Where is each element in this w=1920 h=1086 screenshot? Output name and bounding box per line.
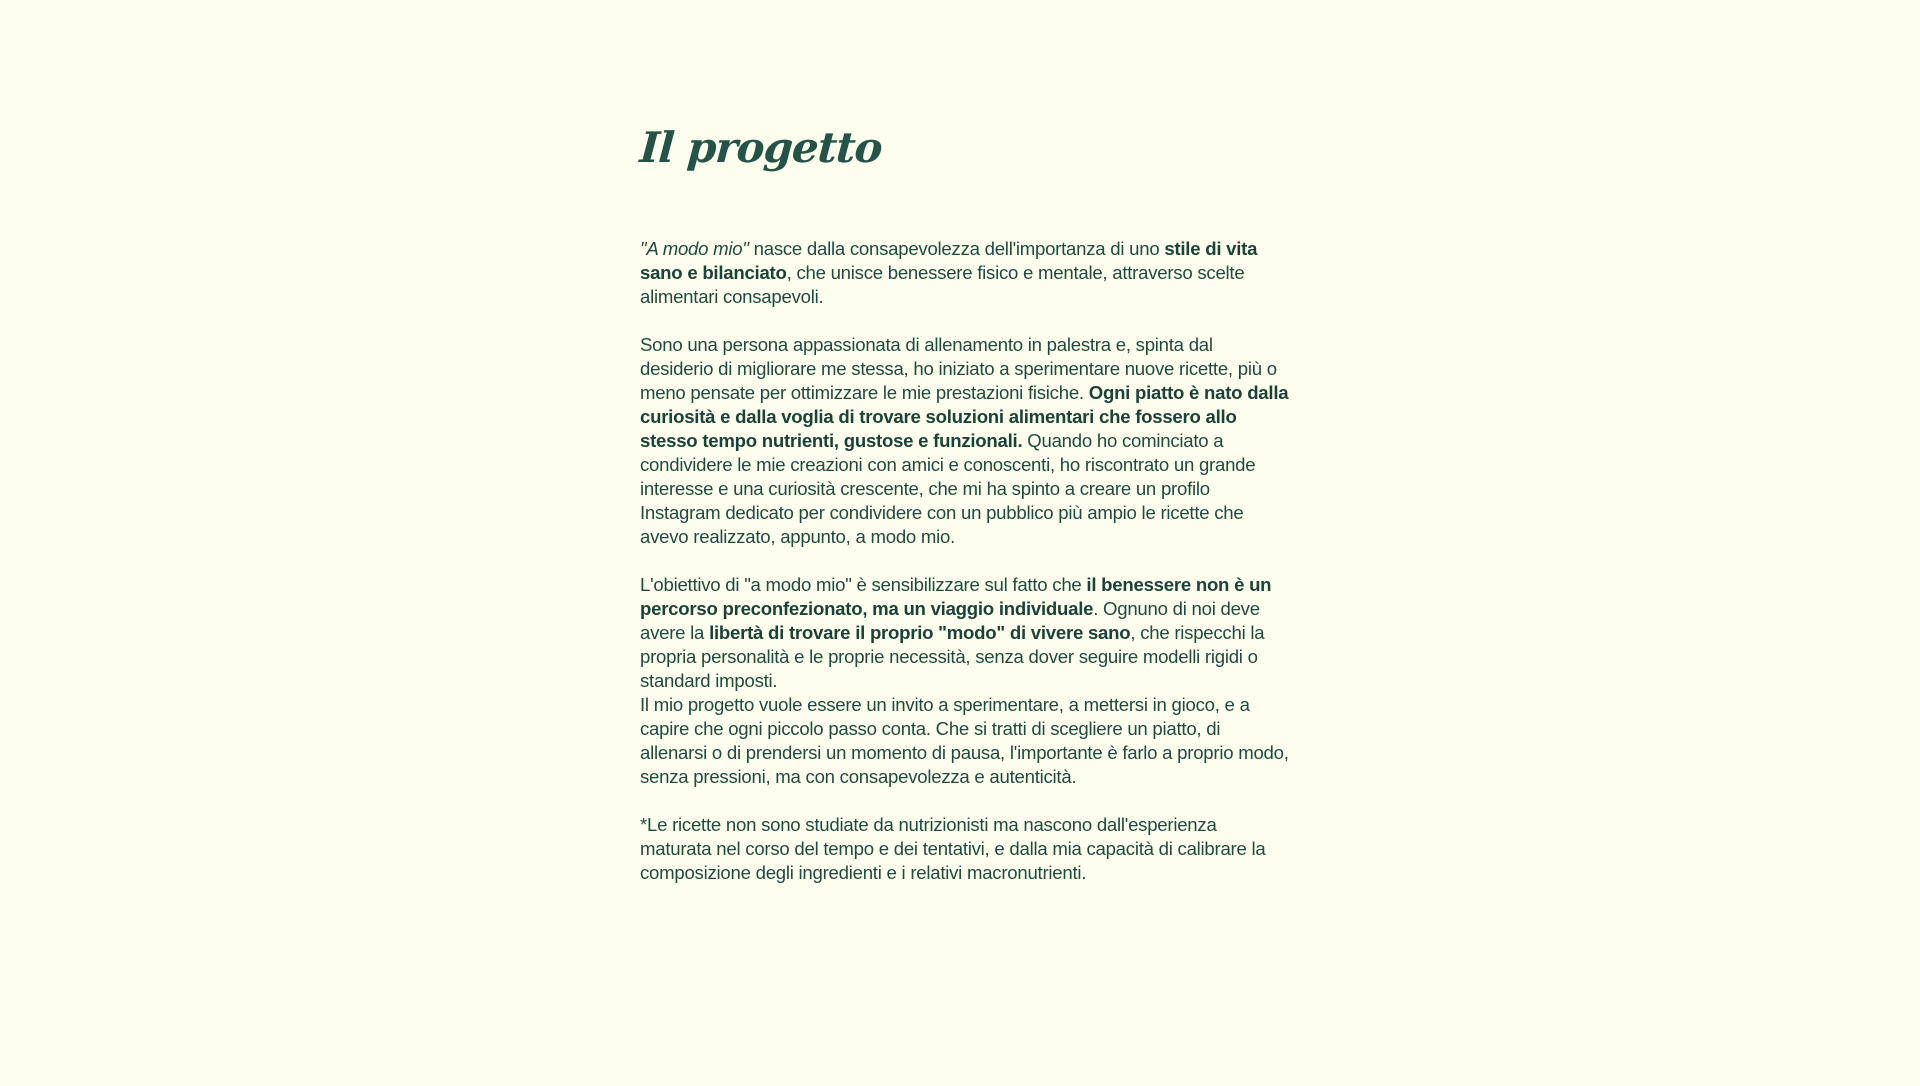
intro-text: nasce dalla consapevolezza dell'importanza di uno <box>748 238 1165 259</box>
goal-text-middle: . Ognuno di noi deve avere la <box>640 598 1260 643</box>
story-text-end: Quando ho cominciato a condividere le mie creazioni con amici e conoscenti, ho riscontrato un grande interesse e una curiosità crescente, che mi ha spinto a creare un profilo Instagram dedicato per condividere con un pubblico più ampio le ricette che avevo realizzato, appunto, a modo mio. <box>640 430 1256 547</box>
goal-text-end: , che rispecchi la propria personalità e le proprie necessità, senza dover seguire modelli rigidi o standard imposti. <box>640 622 1265 691</box>
disclaimer-note: *Le ricette non sono studiate da nutrizionisti ma nascono dall'esperienza maturata nel corso del tempo e dei tentativi, e dalla mia capacità di calibrare la composizione degli ingredienti e i relativi macronutrienti. <box>640 814 1266 883</box>
goal-highlight-2: libertà di trovare il proprio "modo" di vivere sano <box>709 622 1131 643</box>
invitation-paragraph: Il mio progetto vuole essere un invito a sperimentare, a mettersi in gioco, e a capire che ogni piccolo passo conta. Che si tratti di scegliere un piatto, di allenarsi o di prendersi un momento di pausa, l'importante è farlo a proprio modo, senza pressioni, ma con consapevolezza e autenticità. <box>640 694 1289 787</box>
story-highlight: Ogni piatto è nato dalla curiosità e dalla voglia di trovare soluzioni alimentari che fossero allo stesso tempo nutrienti, gustose e funzionali. <box>640 382 1289 451</box>
intro-text-end: , che unisce benessere fisico e mentale, attraverso scelte alimentari consapevoli. <box>640 262 1245 307</box>
story-paragraph <box>640 333 1290 549</box>
goal-paragraph <box>640 573 1290 693</box>
project-description <box>640 237 1290 885</box>
brand-name-quote: "A modo mio" <box>640 238 749 259</box>
goal-highlight-1: il benessere non è un percorso preconfezionato, ma un viaggio individuale <box>640 574 1272 619</box>
intro-highlight: stile di vita sano e bilanciato <box>640 238 1258 283</box>
page-title: Il progetto <box>638 123 884 172</box>
story-text: Sono una persona appassionata di allenamento in palestra e, spinta dal desiderio di migliorare me stessa, ho iniziato a sperimentare nuove ricette, più o meno pensate per ottimizzare le mie prestazioni fisiche. <box>640 334 1277 403</box>
project-section <box>640 118 1290 885</box>
intro-paragraph <box>640 237 1290 309</box>
goal-text: L'obiettivo di "a modo mio" è sensibilizzare sul fatto che <box>640 574 1087 595</box>
